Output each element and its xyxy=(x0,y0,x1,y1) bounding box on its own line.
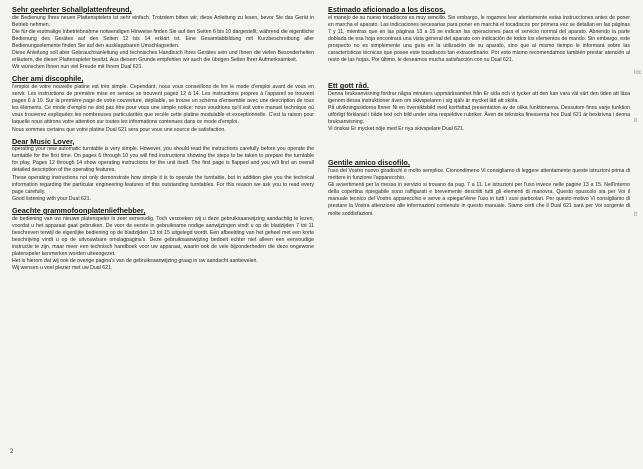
heading-english: Dear Music Lover, xyxy=(12,136,75,146)
paragraph: Wij wensen u veel plezier met uw Dual 621. xyxy=(12,265,113,272)
section-swedish xyxy=(328,82,630,133)
paragraph: Het is hierom dat wij ook de overige pagina's van de gebruiksaanwijzing graag in uw aandacht aanbevelen. xyxy=(12,258,258,265)
heading-italian: Gentile amico discofilo, xyxy=(328,158,410,168)
paragraph: l'uso del Vostro nuovo giradischi è molto semplice. Cionondimeno Vi consigliamo di leggere attentamente queste istruzioni prima di mettere in funzione l'apparecchio. xyxy=(328,168,630,182)
section-german xyxy=(12,6,314,71)
paragraph: Gli avvertimenti per la messa in servizio si trovano da pag. 7 a 11. Le istruzioni per l'uso invece nelle pagine 13 a 15. Nell'interno della copertina ripiegabile sono raffigurati e brevemente descritti tutti gli elementi di manovra. Questo opuscolo sia per Voi il manuale tecnico del Vostro apparecchio e serve a spiegarVene l'uso in tutti i suoi particolari. Per questo motivo Vi consigliamo di prestare la Vostra attenzione alle informazioni contenute in questo manuale. Siamo certi che il Dual 621 sarà per Voi sorgente di molte soddisfazioni. xyxy=(328,182,630,217)
paragraph: de bediening van uw nieuwe platenspeler is zeer eenvoudig. Toch verzoeken wij u deze gebruiksaanwijzing aandachtig te lezen, voordat u het apparaat gaat gebruiken. De voor de eerste in gebruikname nodige aanwijzingen vindt u op de bladzijden 7 tot 11 beschreven terwijl de eigenlijke bediening op de bladzijden 13 tot 15 uitgelegd wordt. Een afbeelding van het geheel met een korte beschrijving vindt u op de uitvouwbare omslagpagina's. Deze gebruiksaanwijzing bedoelt echter niet alleen een eenvoudige instructie te zijn, maar meer een technisch handboek voor uw apparaat, waarin ook de vele bijzonderheden die deze ongewone platenspeler kenmerken worden uiteengezet. xyxy=(12,215,314,257)
heading-dutch: Geachte grammofoonplatenliefhebber, xyxy=(12,205,146,215)
paragraph: Denna bruksanvisning fordrar några minuters uppmärksamhet från Er sida och vi tycker att den kan vara väl värt den tiden att läsa igenom dessa instruktioner även om skivspelaren i sig själv är mycket lätt att sköta. xyxy=(328,90,630,104)
heading-swedish: Ett gott råd. xyxy=(328,81,369,91)
page-number: 2 xyxy=(10,449,14,455)
heading-spanish: Estimado aficionado a los discos, xyxy=(328,5,446,14)
section-spanish xyxy=(328,6,630,64)
heading-french: Cher ami discophile, xyxy=(12,74,84,84)
edge-mark: loc xyxy=(634,70,642,76)
paragraph: die Bedienung Ihres neuen Plattenspielers ist sehr einfach. Trotzdem bitten wir, diese Anleitung zu lesen, bevor Sie das Gerät in Betrieb nehmen. xyxy=(12,14,314,28)
paragraph: Die für die erstmalige Inbetriebnahme notwendigen Hinweise finden Sie auf den Seiten 6 bis 10 dargestellt, während die eigentliche Bedienung des Gerätes auf den Seiten 12 bis 14 erklärt ist. Eine Gesamtabbildung mit Kurzbeschreibung aller Bedienungselemente finden Sie auf den ausklappbaren Umschlagseiten. xyxy=(12,28,314,49)
paragraph: På utvikningssidorna finner Ni en översiktsbild med kortfattad presentation av de olika funktionerna. Dessutom finns varje funktion utförligt förklarad i både text och bild under sina respektive rubriker. Även de tekniska finesserna hos Dual 621 är beskrivna i denna bruksanvisning. xyxy=(328,105,630,126)
right-column xyxy=(328,6,630,218)
left-column xyxy=(12,6,314,272)
section-french xyxy=(12,75,314,133)
edge-mark: it xyxy=(634,212,637,218)
heading-german: Sehr geehrter Schallplattenfreund, xyxy=(12,5,132,14)
paragraph: Nous sommes certains que votre platine Dual 621 sera pour vous une source de satisfaction. xyxy=(12,126,226,133)
paragraph: Wir wünschen Ihnen nun viel Freude mit Ihrem Dual 621. xyxy=(12,64,143,71)
section-italian xyxy=(328,159,630,217)
paragraph: operating your new automatic turntable is very simple. However, you should read the instructions carefully before you operate the turntable for the first time. On pages 6 through 10 you will find instructions showing the steps to be taken to prepare the turntable for play. Pages 12 through 14 show operating instructions for the unit itself. The first page is flapped and you will find an overall detailed description of the operating features. xyxy=(12,146,314,174)
paragraph: These operating instructions not only demonstrate how simple it is to operate the turntable, but in addition give you the technical information regarding the particular engineering features of this outstanding turntables. For this reason we ask you to read every page carefully. xyxy=(12,174,314,195)
section-dutch xyxy=(12,207,314,272)
paragraph: Vi önskar Er mycket nöje med Er nya skivspelare Dual 621. xyxy=(328,126,465,133)
paragraph: Diese Anleitung soll aber Gebrauchsanleitung und technisches Handbuch Ihres Gerätes sein und Ihnen die vielen Besonderheiten erläutern, die dieser Plattenspieler besitzt. Aus diesem Grunde empfehlen wir auch die übrigen Seiten Ihrer Aufmerksamkeit. xyxy=(12,50,314,64)
paragraph: l'emploi de votre nouvelle platine est très simple. Cependant, nous vous conseillons de lire le mode d'emploi avant de vous en servir. Les instructions de première mise en service se trouvent pages 12 à 14. Les instructions propres à l'appareil se trouvent pages 6 à 10. Sur la première page de votre couverture, dépliable, se trouve un schéma d'ensemble avec une description de tous les éléments. Ce mode d'emploi ne doit pas être pour vous une simple notice: nous voudrions qu'il soit votre manuel technique où vous trouverez expliquées les nombreuses particularités que recèle cette platine modulable et exceptionnelle. C'est la raison pour laquelle nous attirons votre attention sur toutes les informations contenues dans ce mode d'emploi. xyxy=(12,83,314,126)
paragraph: el manejo de su nuevo tocadiscos es muy sencillo. Sin embargo, le rogamos leer atentamente estas instrucciones antes de poner en marcha el aparato. Las indicaciones necesarias para poner en marcha el tocadiscos por primera vez se detallan en las páginas 7 y 11, mientras que en las páginas 13 a 15 se indican las operaciones para el servicio normal del aparato. Abriendo la parte doblada de esa hoja encontrará una vista general del aparato con indicación de todos los elementos de mando. Sin embargo, este prospecto no es simplemente una guía en la utilización de su aparato, sino que al mismo tiempo le informará sobre las características técnicas que posee este tocadiscos tan extraordinario. Por esto mismo recomendamos también prestar atención al resto de las hojas. Por último, le deseamos mucha satisfacción con su Dual 621. xyxy=(328,14,630,64)
paragraph: Good listening with your Dual 621. xyxy=(12,195,92,202)
edge-mark: it xyxy=(634,118,637,124)
section-english xyxy=(12,138,314,203)
